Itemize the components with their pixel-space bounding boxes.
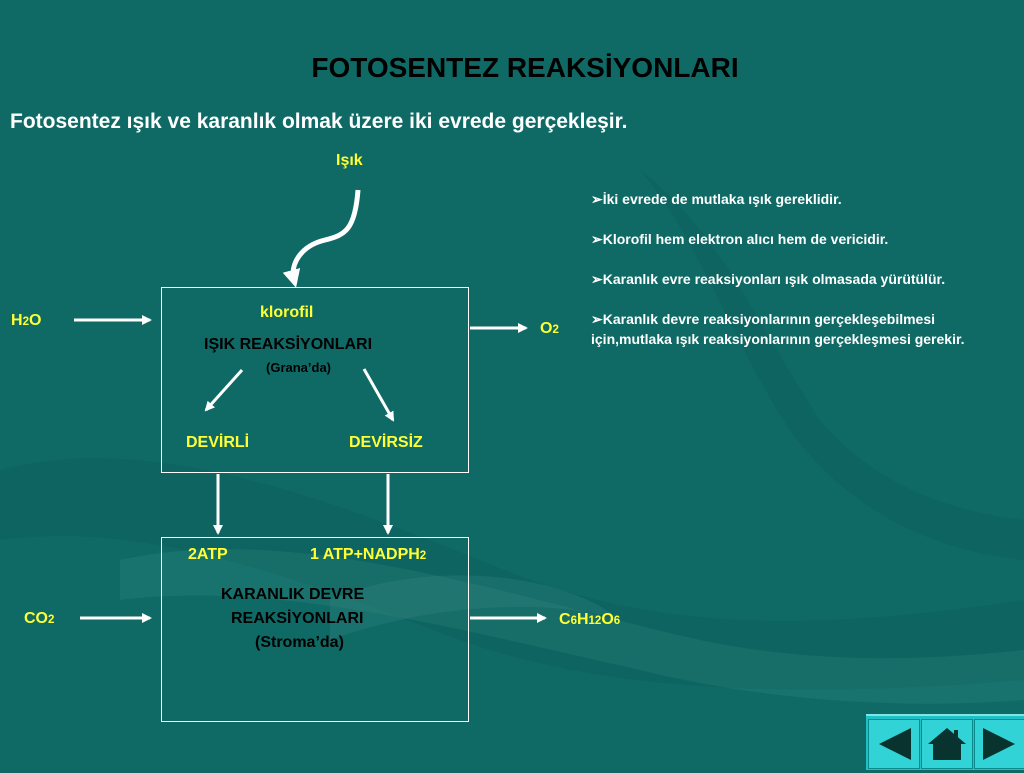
dark-reactions-title-2: REAKSİYONLARI bbox=[231, 610, 364, 627]
next-button[interactable] bbox=[974, 719, 1024, 769]
home-button[interactable] bbox=[921, 719, 973, 769]
atp-label: 2ATP bbox=[188, 546, 228, 563]
cyclic-label: DEVİRLİ bbox=[186, 434, 250, 451]
triangle-left-icon bbox=[869, 720, 919, 768]
oxygen-label: O2 bbox=[540, 320, 559, 337]
light-reactions-location: (Grana’da) bbox=[266, 360, 332, 375]
page-title: FOTOSENTEZ REAKSİYONLARI bbox=[311, 52, 739, 83]
dark-reactions-location: (Stroma’da) bbox=[255, 634, 344, 651]
noncyclic-arrow bbox=[364, 369, 393, 420]
chlorophyll-label: klorofil bbox=[260, 304, 314, 321]
note-item: ➢Karanlık devre reaksiyonlarının gerçekleşebilmesi için,mutlaka ışık reaksiyonlarının gerçekleşmesi gerekir. bbox=[591, 311, 965, 347]
atp-nadph-label bbox=[310, 546, 426, 564]
prev-button[interactable] bbox=[868, 719, 920, 769]
dark-reactions-title-1: KARANLIK DEVRE bbox=[221, 586, 365, 603]
home-icon bbox=[922, 720, 972, 768]
cyclic-arrow bbox=[206, 370, 242, 410]
note-item: ➢İki evrede de mutlaka ışık gereklidir. bbox=[591, 191, 842, 207]
light-arrow bbox=[293, 190, 358, 280]
atp-nadph-text: 1 ATP+NADPH bbox=[310, 546, 420, 563]
note-item: ➢Klorofil hem elektron alıcı hem de vericidir. bbox=[591, 231, 889, 247]
triangle-right-icon bbox=[975, 720, 1024, 768]
glucose-label: C6H12O6 bbox=[559, 611, 621, 628]
light-label: Işık bbox=[336, 152, 363, 169]
light-reactions-title: IŞIK REAKSİYONLARI bbox=[204, 336, 373, 353]
water-label: H2O bbox=[11, 312, 42, 329]
co2-label: CO2 bbox=[24, 610, 55, 627]
atp-nadph-subscript: 2 bbox=[419, 550, 427, 562]
dark-reactions-box bbox=[162, 538, 469, 722]
noncyclic-label: DEVİRSİZ bbox=[349, 434, 423, 451]
slide-navigation bbox=[866, 714, 1024, 770]
page-subtitle: Fotosentez ışık ve karanlık olmak üzere iki evrede gerçekleşir. bbox=[10, 110, 628, 133]
notes-list bbox=[591, 189, 971, 369]
note-item: ➢Karanlık evre reaksiyonları ışık olmasada yürütülür. bbox=[591, 271, 946, 287]
